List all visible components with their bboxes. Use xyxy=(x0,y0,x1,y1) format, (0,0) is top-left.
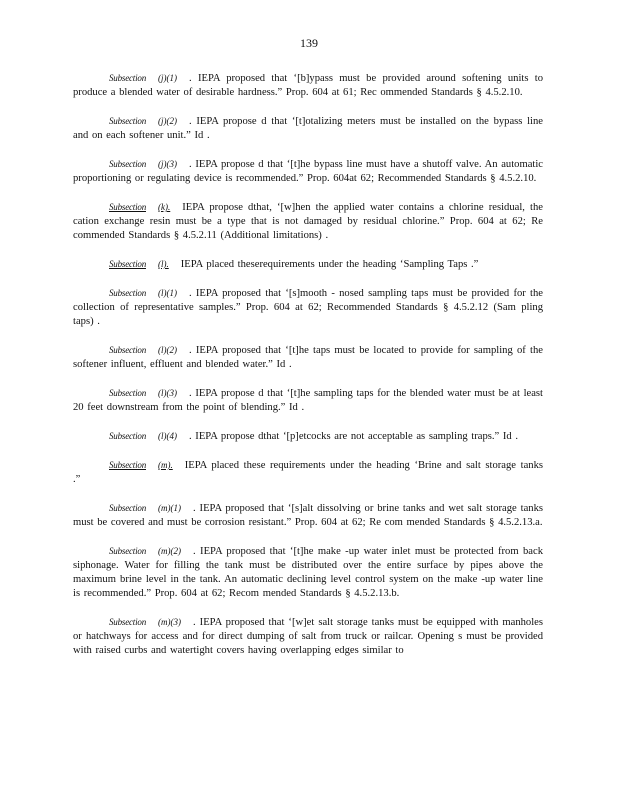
subsection-label: Subsection xyxy=(109,546,146,556)
paragraph-text: IEPA placed theserequirements under the heading ‘Sampling Taps .” xyxy=(180,259,479,270)
paragraph xyxy=(73,615,543,658)
paragraph-text: . IEPA propose d that ‘[t]he bypass line must have a shutoff valve. An automatic proportioning or regulating device is recommended.” Prop. 604at 62; Recommended Standards § 4.5.2.10. xyxy=(73,159,543,184)
paragraph-text: . IEPA proposed that ‘[w]et salt storage tanks must be equipped with manholes or hatchways for access and for direct dumping of salt from truck or railcar. Opening s must be provided with raised curbs and watertight covers having overlapping edges similar to xyxy=(73,617,543,656)
subsection-label: Subsection xyxy=(109,345,146,355)
subsection-id: (m)(1) xyxy=(158,503,181,513)
subsection-label: Subsection xyxy=(109,503,146,513)
paragraph xyxy=(73,386,543,415)
paragraph xyxy=(73,200,543,243)
subsection-label: Subsection xyxy=(109,159,146,169)
subsection-label: Subsection xyxy=(109,288,146,298)
subsection-label: Subsection xyxy=(109,73,146,83)
subsection-id: (l)(3) xyxy=(158,388,177,398)
subsection-id: (l)(2) xyxy=(158,345,177,355)
subsection-id: (m)(2) xyxy=(158,546,181,556)
subsection-id: (l)(1) xyxy=(158,288,177,298)
subsection-label: Subsection xyxy=(109,388,146,398)
page-number: 139 xyxy=(300,36,318,50)
paragraph-text: . IEPA proposed that ‘[s]mooth - nosed sampling taps must be provided for the collection of representative samples.” Prop. 604 at 62; Recommended Standards § 4.5.2.12 (Sam pling taps) . xyxy=(73,288,543,327)
paragraph-text: . IEPA propose d that ‘[t]he sampling taps for the blended water must be at least 20 feet downstream from the point of blending.” Id . xyxy=(73,388,543,413)
document-body xyxy=(73,71,543,672)
paragraph xyxy=(73,71,543,100)
subsection-label: Subsection xyxy=(109,460,146,470)
subsection-label: Subsection xyxy=(109,116,146,126)
paragraph-text: IEPA placed these requirements under the heading ‘Brine and salt storage tanks .” xyxy=(73,460,543,485)
paragraph xyxy=(73,343,543,372)
subsection-id: (j)(2) xyxy=(158,116,177,126)
paragraph xyxy=(73,114,543,143)
paragraph xyxy=(73,157,543,186)
subsection-label: Subsection xyxy=(109,202,146,212)
paragraph-text: . IEPA proposed that ‘[t]he make -up water inlet must be protected from back siphonage. Water for filling the tank must be distributed over the entire surface by pipes above the maximum brine level in the tank. An automatic declining level control system on the make -up water line is recommended.” Prop. 604 at 62; Recom mended Standards § 4.5.2.13.b. xyxy=(73,546,543,599)
paragraph xyxy=(73,429,543,444)
subsection-id: (l). xyxy=(158,259,169,269)
paragraph-text: . IEPA proposed that ‘[b]ypass must be provided around softening units to produce a blended water of desirable hardness.” Prop. 604 at 61; Rec ommended Standards § 4.5.2.10. xyxy=(73,73,543,98)
paragraph xyxy=(73,458,543,487)
paragraph-text: . IEPA proposed that ‘[t]he taps must be located to provide for sampling of the softener influent, effluent and blended water.” Id . xyxy=(73,345,543,370)
subsection-label: Subsection xyxy=(109,259,146,269)
subsection-id: (m)(3) xyxy=(158,617,181,627)
subsection-id: (k). xyxy=(158,202,171,212)
subsection-id: (j)(3) xyxy=(158,159,177,169)
subsection-id: (j)(1) xyxy=(158,73,177,83)
subsection-label: Subsection xyxy=(109,617,146,627)
paragraph-text: . IEPA propose dthat ‘[p]etcocks are not acceptable as sampling traps.” Id . xyxy=(189,431,519,442)
paragraph xyxy=(73,286,543,329)
paragraph xyxy=(73,501,543,530)
subsection-id: (l)(4) xyxy=(158,431,177,441)
paragraph xyxy=(73,544,543,601)
paragraph-text: IEPA propose dthat, ‘[w]hen the applied water contains a chlorine residual, the cation exchange resin must be a type that is not damaged by residual chlorine.” Prop. 604 at 62; Re commended Standards § 4.5.2.11 (Additional limitations) . xyxy=(73,202,543,241)
subsection-label: Subsection xyxy=(109,431,146,441)
paragraph-text: . IEPA propose d that ‘[t]otalizing meters must be installed on the bypass line and on each softener unit.” Id . xyxy=(73,116,543,141)
paragraph-text: . IEPA proposed that ‘[s]alt dissolving or brine tanks and wet salt storage tanks must be covered and must be corrosion resistant.” Prop. 604 at 62; Re com mended Standards § 4.5.2.13.a. xyxy=(73,503,543,528)
subsection-id: (m). xyxy=(158,460,173,470)
paragraph xyxy=(73,257,543,272)
